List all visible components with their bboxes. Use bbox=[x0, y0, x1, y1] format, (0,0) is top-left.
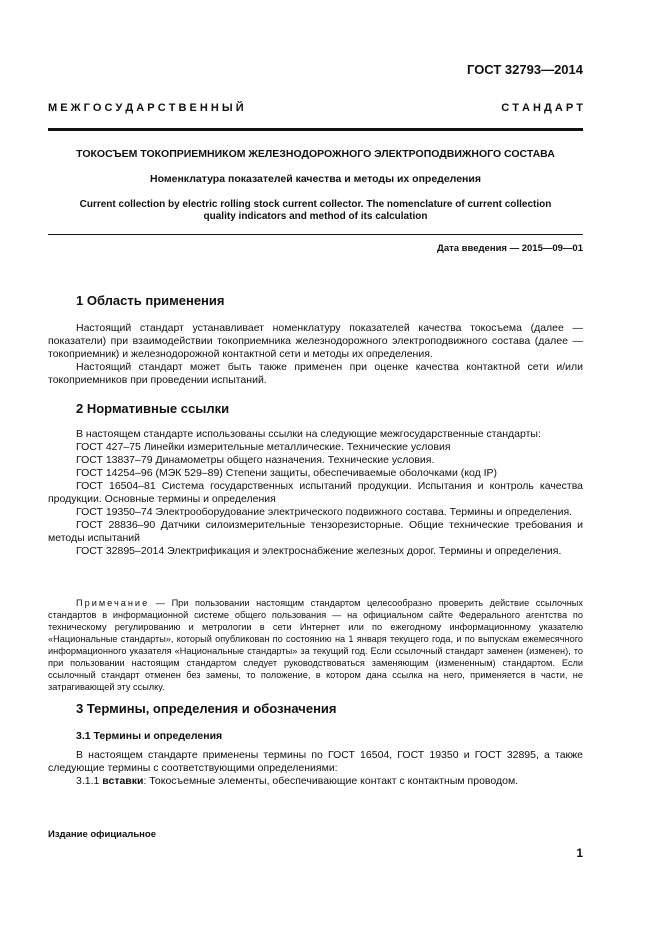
term-entry bbox=[48, 775, 583, 788]
title-rule bbox=[48, 234, 583, 235]
section3-heading-wrap bbox=[76, 701, 337, 716]
section3-heading: 3 Термины, определения и обозначения bbox=[76, 701, 337, 716]
section1-paragraph: Настоящий стандарт может быть также применен при оценке качества контактной сети и/или токоприемников при проведении испытаний. bbox=[48, 361, 583, 386]
introduction-date: Дата введения — 2015—09—01 bbox=[437, 243, 583, 254]
banner-right: С Т А Н Д А Р Т bbox=[501, 102, 583, 114]
note-text: — При пользовании настоящим стандартом целесообразно проверить действие ссылочных стандартов в информационной системе общего пользования — на официальном сайте Федерального агентства по техническому регулированию и метрологии в сети Интернет или по ежегодному информационному указателю «Национальные стандарты», который опубликован по состоянию на 1 января текущего года, и по выпускам ежемесячного информационного указателя «Национальные стандарты» за текущий год. Если ссылочный стандарт заменен (изменен), то при пользовании настоящим стандартом следует руководствоваться заменяющим (измененным) стандартом. Если ссылочный стандарт отменен без замены, то положение, в котором дана ссылка на него, применяется в части, не затрагивающей эту ссылку. bbox=[48, 598, 583, 692]
document-subtitle: Номенклатура показателей качества и методы их определения bbox=[150, 173, 481, 185]
official-edition-label: Издание официальное bbox=[48, 829, 156, 840]
english-title: Current collection by electric rolling stock current collector. The nomenclature of current collection quality indicators and method of its calculation bbox=[79, 199, 552, 222]
term-definition: : Токосъемные элементы, обеспечивающие контакт с контактным проводом. bbox=[143, 775, 519, 787]
reference-item: ГОСТ 32895–2014 Электрификация и электроснабжение железных дорог. Термины и определения. bbox=[76, 545, 562, 557]
term-number: 3.1.1 bbox=[76, 775, 100, 787]
section2-intro: В настоящем стандарте использованы ссылки на следующие межгосударственные стандарты: bbox=[76, 428, 541, 440]
reference-item: ГОСТ 28836–90 Датчики силоизмерительные тензорезисторные. Общие технические требования и методы испытаний bbox=[48, 519, 583, 544]
note-paragraph bbox=[48, 597, 583, 693]
section3-intro: В настоящем стандарте применены термины по ГОСТ 16504, ГОСТ 19350 и ГОСТ 32895, а также следующие термины с соответствующими определениями: bbox=[48, 749, 583, 774]
section2-heading: 2 Нормативные ссылки bbox=[76, 401, 230, 416]
section3-body bbox=[48, 749, 583, 788]
section1-heading: 1 Область применения bbox=[76, 293, 225, 308]
section1-body bbox=[48, 322, 583, 387]
banner-left: М Е Ж Г О С У Д А Р С Т В Е Н Н Ы Й bbox=[48, 102, 244, 114]
page-number: 1 bbox=[576, 846, 583, 860]
standard-number: ГОСТ 32793—2014 bbox=[467, 62, 583, 77]
reference-item: ГОСТ 14254–96 (МЭК 529–89) Степени защиты, обеспечиваемые оболочками (код IP) bbox=[76, 467, 498, 479]
section1-heading-wrap bbox=[76, 293, 225, 308]
section3-subheading: 3.1 Термины и определения bbox=[76, 730, 223, 742]
section3-subheading-wrap bbox=[76, 730, 222, 742]
document-title: ТОКОСЪЕМ ТОКОПРИЕМНИКОМ ЖЕЛЕЗНОДОРОЖНОГО ЭЛЕКТРОПОДВИЖНОГО СОСТАВА bbox=[76, 148, 555, 160]
term-name: вставки bbox=[102, 775, 144, 787]
note-label: Примечание bbox=[76, 598, 150, 608]
standard-banner bbox=[48, 102, 583, 114]
section2-note bbox=[48, 597, 583, 693]
reference-item: ГОСТ 16504–81 Система государственных испытаний продукции. Испытания и контроль качества продукции. Основные термины и определения bbox=[48, 480, 583, 505]
section2-heading-wrap bbox=[76, 401, 229, 416]
header-rule bbox=[48, 128, 583, 131]
reference-item: ГОСТ 19350–74 Электрооборудование электрического подвижного состава. Термины и определения. bbox=[76, 506, 573, 518]
reference-item: ГОСТ 13837–79 Динамометры общего назначения. Технические условия. bbox=[76, 454, 435, 466]
reference-item: ГОСТ 427–75 Линейки измерительные металлические. Технические условия bbox=[76, 441, 451, 453]
section2-body bbox=[48, 428, 583, 558]
section1-paragraph: Настоящий стандарт устанавливает номенклатуру показателей качества токосъема (далее — показатели) при взаимодействии токоприемника железнодорожного электроподвижного состава (далее — токоприемник) и железнодорожной контактной сети и методы их определения. bbox=[48, 322, 583, 360]
